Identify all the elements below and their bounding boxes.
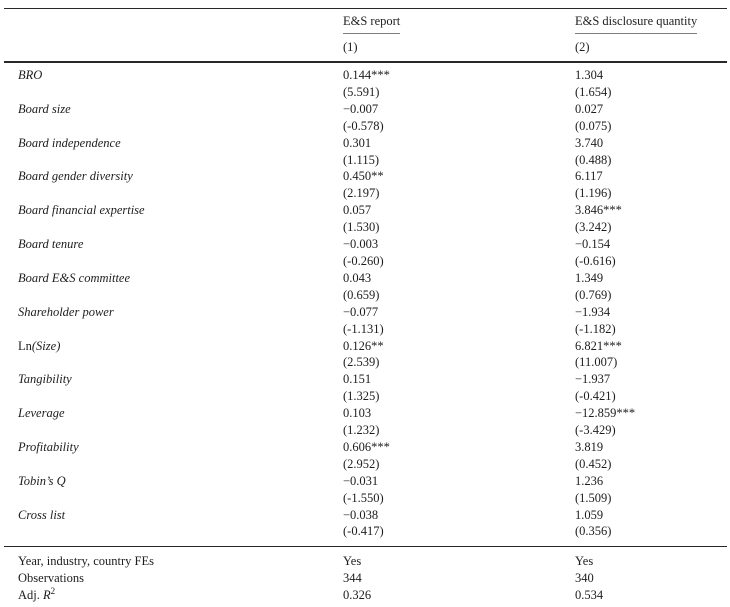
tstat-row — [4, 84, 727, 101]
tstat-col1: (5.591) — [343, 84, 380, 99]
label-spacer — [18, 388, 343, 405]
tstat-col2: (1.509) — [575, 490, 612, 505]
tstat-col1: (-0.578) — [343, 118, 384, 133]
label-text: (Size) — [31, 338, 61, 353]
label-spacer — [18, 84, 343, 101]
tstat-col2: (0.356) — [575, 524, 612, 539]
label-text: R — [43, 587, 51, 602]
coefficient-col2: −12.859*** — [575, 406, 636, 421]
variable-row — [4, 371, 727, 388]
label-spacer — [18, 287, 343, 304]
header-spacer — [18, 40, 343, 55]
label-spacer — [18, 523, 343, 540]
label-text: Adj. — [18, 587, 43, 602]
variable-row — [4, 135, 727, 152]
tstat-col2: (11.007) — [575, 355, 618, 370]
label-spacer — [18, 321, 343, 338]
tstat-col2: (0.075) — [575, 118, 612, 133]
stat-value-col2: 340 — [575, 570, 594, 585]
tstat-row — [4, 287, 727, 304]
coefficient-col2: 3.819 — [575, 439, 604, 454]
label-text: Shareholder power — [18, 304, 114, 319]
label-spacer — [18, 152, 343, 169]
tstat-row — [4, 388, 727, 405]
variable-row — [4, 439, 727, 456]
tstat-col2: (0.769) — [575, 287, 612, 302]
variable-label — [18, 507, 343, 524]
label-spacer — [18, 354, 343, 371]
label-text: Cross list — [18, 507, 66, 522]
label-text: Observations — [18, 570, 84, 585]
label-text: Tobin’s Q — [18, 473, 66, 488]
column-group-row — [4, 13, 727, 34]
variable-label — [18, 236, 343, 253]
variable-label — [18, 135, 343, 152]
variable-label — [18, 202, 343, 219]
label-text: Board E&S committee — [18, 270, 131, 285]
label-spacer — [18, 253, 343, 270]
stat-value-col2: Yes — [575, 554, 594, 569]
variable-label — [18, 67, 343, 84]
stat-value-col1: 344 — [343, 570, 362, 585]
label-text: Profitability — [18, 439, 79, 454]
variable-label — [18, 101, 343, 118]
tstat-row — [4, 456, 727, 473]
table-header — [4, 9, 727, 63]
tstat-col2: (0.488) — [575, 152, 612, 167]
coefficient-col1: 0.126** — [343, 338, 384, 353]
table-body — [4, 63, 727, 546]
coefficient-col2: −1.937 — [575, 372, 611, 387]
label-text: Board tenure — [18, 237, 84, 252]
variable-label — [18, 371, 343, 388]
tstat-row — [4, 253, 727, 270]
coefficient-col2: 3.740 — [575, 135, 604, 150]
coefficient-col2: 6.117 — [575, 169, 603, 184]
variable-label — [18, 304, 343, 321]
variable-row — [4, 67, 727, 84]
label-spacer — [18, 219, 343, 236]
tstat-col1: (1.530) — [343, 220, 380, 235]
variable-row — [4, 168, 727, 185]
tstat-col2: (0.452) — [575, 456, 612, 471]
stat-row — [4, 553, 727, 570]
label-text: Tangibility — [18, 372, 72, 387]
coefficient-col2: 1.304 — [575, 68, 604, 82]
regression-table — [4, 8, 727, 607]
stat-value-col2: 0.534 — [575, 587, 604, 602]
variable-label — [18, 439, 343, 456]
variable-row — [4, 101, 727, 118]
tstat-col2: (-3.429) — [575, 423, 616, 438]
tstat-col1: (1.232) — [343, 423, 380, 438]
coefficient-col1: 0.057 — [343, 203, 372, 218]
tstat-col1: (-0.260) — [343, 253, 384, 268]
stat-label — [18, 587, 343, 604]
label-text: Leverage — [18, 406, 65, 421]
coefficient-col2: −1.934 — [575, 304, 611, 319]
coefficient-col1: 0.450** — [343, 169, 384, 184]
stat-value-col1: Yes — [343, 554, 362, 569]
variable-row — [4, 338, 727, 355]
column-group-es-disclosure-quantity: E&S disclosure quantity — [575, 14, 697, 34]
label-spacer — [18, 490, 343, 507]
label-text: Board independence — [18, 135, 121, 150]
label-text: 2 — [50, 585, 56, 596]
stat-label — [18, 570, 343, 587]
variable-label — [18, 338, 343, 355]
variable-row — [4, 236, 727, 253]
coefficient-col2: 1.059 — [575, 507, 604, 522]
coefficient-col2: 0.027 — [575, 101, 604, 116]
tstat-col1: (-0.417) — [343, 524, 384, 539]
tstat-row — [4, 422, 727, 439]
variable-label — [18, 405, 343, 422]
tstat-row — [4, 219, 727, 236]
variable-row — [4, 507, 727, 524]
stat-row — [4, 587, 727, 604]
coefficient-col1: 0.151 — [343, 372, 372, 387]
variable-row — [4, 304, 727, 321]
variable-row — [4, 202, 727, 219]
tstat-col2: (1.196) — [575, 186, 612, 201]
coefficient-col1: −0.031 — [343, 473, 379, 488]
tstat-col2: (1.654) — [575, 84, 612, 99]
variable-row — [4, 270, 727, 287]
column-number-2: (2) — [575, 40, 590, 54]
label-spacer — [18, 422, 343, 439]
tstat-row — [4, 152, 727, 169]
tstat-col1: (-1.550) — [343, 490, 384, 505]
tstat-col2: (-0.421) — [575, 389, 616, 404]
coefficient-col1: −0.038 — [343, 507, 379, 522]
header-spacer — [18, 13, 343, 34]
tstat-col1: (1.325) — [343, 389, 380, 404]
label-text: Year, industry, country FEs — [18, 554, 154, 569]
variable-row — [4, 405, 727, 422]
tstat-col2: (-0.616) — [575, 253, 616, 268]
coefficient-col2: 3.846*** — [575, 203, 622, 218]
coefficient-col1: 0.144*** — [343, 68, 390, 82]
tstat-col1: (2.197) — [343, 186, 380, 201]
label-text: Board gender diversity — [18, 169, 133, 184]
tstat-col1: (2.539) — [343, 355, 380, 370]
coefficient-col1: −0.007 — [343, 101, 379, 116]
tstat-col1: (2.952) — [343, 456, 380, 471]
tstat-col2: (-1.182) — [575, 321, 616, 336]
coefficient-col1: 0.606*** — [343, 439, 390, 454]
coefficient-col1: 0.103 — [343, 406, 372, 421]
tstat-col1: (1.115) — [343, 152, 379, 167]
tstat-col2: (3.242) — [575, 220, 612, 235]
table-stats — [4, 546, 727, 607]
label-text: Ln — [18, 338, 32, 353]
column-number-row — [4, 40, 727, 55]
tstat-row — [4, 354, 727, 371]
variable-label — [18, 473, 343, 490]
stat-value-col1: 0.326 — [343, 587, 372, 602]
label-text: Board size — [18, 101, 71, 116]
stat-label — [18, 553, 343, 570]
coefficient-col1: −0.077 — [343, 304, 379, 319]
coefficient-col2: 1.349 — [575, 270, 604, 285]
coefficient-col2: 1.236 — [575, 473, 604, 488]
coefficient-col1: 0.043 — [343, 270, 372, 285]
tstat-row — [4, 185, 727, 202]
tstat-row — [4, 118, 727, 135]
tstat-row — [4, 523, 727, 540]
tstat-row — [4, 321, 727, 338]
stat-row — [4, 570, 727, 587]
label-spacer — [18, 185, 343, 202]
coefficient-col2: 6.821*** — [575, 338, 622, 353]
tstat-col1: (0.659) — [343, 287, 380, 302]
label-text: Board financial expertise — [18, 203, 145, 218]
label-spacer — [18, 456, 343, 473]
coefficient-col2: −0.154 — [575, 237, 611, 252]
label-spacer — [18, 118, 343, 135]
tstat-col1: (-1.131) — [343, 321, 384, 336]
coefficient-col1: 0.301 — [343, 135, 372, 150]
tstat-row — [4, 490, 727, 507]
label-text: BRO — [18, 68, 43, 82]
column-group-es-report: E&S report — [343, 14, 400, 34]
variable-label — [18, 168, 343, 185]
variable-label — [18, 270, 343, 287]
variable-row — [4, 473, 727, 490]
column-number-1: (1) — [343, 40, 358, 54]
coefficient-col1: −0.003 — [343, 237, 379, 252]
